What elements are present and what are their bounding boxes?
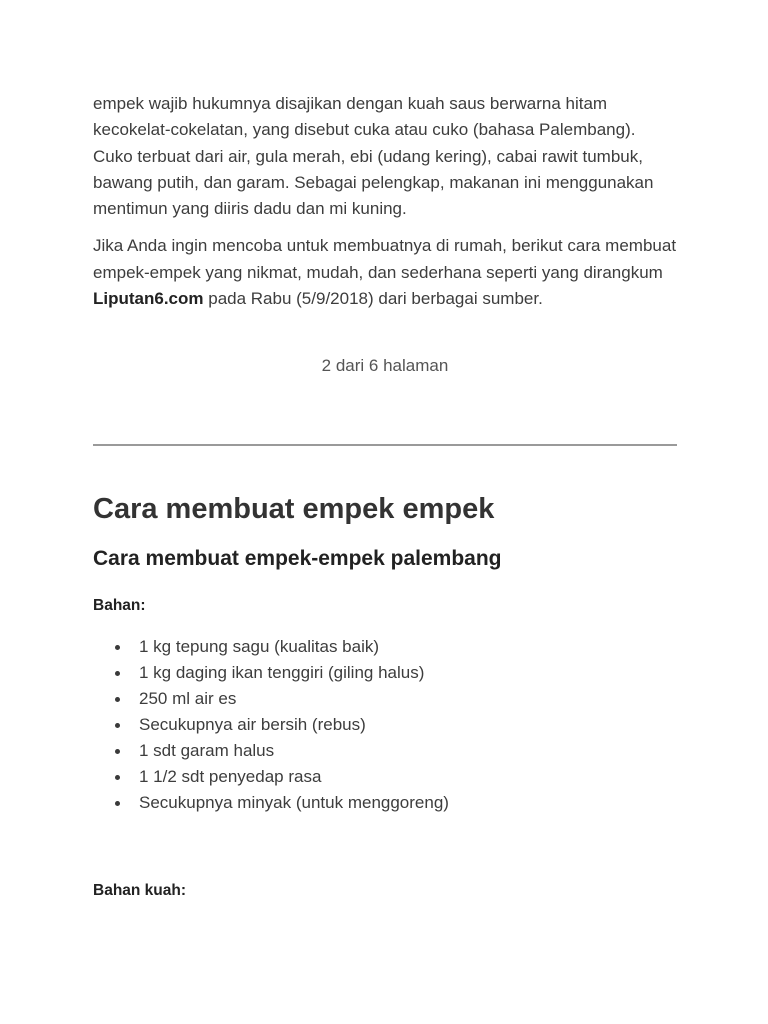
list-item — [93, 660, 677, 686]
bullet-icon — [115, 645, 120, 650]
source-name: Liputan6.com — [93, 289, 204, 309]
list-item — [93, 764, 677, 790]
intro-paragraph: empek wajib hukumnya disajikan dengan kuah saus berwarna hitam kecokelat-cokelatan, yang disebut cuka atau cuko (bahasa Palembang). Cuko terbuat dari air, gula merah, ebi (udang kering), cabai rawit tumbuk, bawang putih, dan garam. Sebagai pelengkap, makanan ini menggunakan mentimun yang diiris dadu dan mi kuning. — [93, 94, 654, 219]
list-item — [93, 634, 677, 660]
bullet-icon — [115, 671, 120, 676]
section-title: Cara membuat empek empek — [93, 493, 495, 525]
ingredient-text: 1 1/2 sdt penyedap rasa — [139, 767, 322, 786]
ingredient-text: 1 kg daging ikan tenggiri (giling halus) — [139, 663, 425, 682]
page-indicator: 2 dari 6 halaman — [321, 356, 449, 375]
ingredient-text: 1 kg tepung sagu (kualitas baik) — [139, 637, 380, 656]
bullet-icon — [115, 801, 120, 806]
list-item — [93, 686, 677, 712]
ingredient-text: Secukupnya air bersih (rebus) — [139, 715, 366, 734]
article-body — [93, 91, 677, 899]
list-item — [93, 712, 677, 738]
bullet-icon — [115, 749, 120, 754]
ingredient-text: 250 ml air es — [139, 689, 237, 708]
source-paragraph-date: pada Rabu (5/9/2018) dari berbagai sumber. — [203, 289, 543, 309]
bullet-icon — [115, 697, 120, 702]
ingredient-text: 1 sdt garam halus — [139, 741, 275, 760]
ingredients-list — [93, 634, 677, 816]
bullet-icon — [115, 775, 120, 780]
ingredients-label: Bahan: — [93, 597, 146, 614]
source-paragraph — [93, 233, 677, 312]
list-item — [93, 790, 677, 816]
section-divider — [93, 444, 677, 446]
list-item — [93, 738, 677, 764]
ingredient-text: Secukupnya minyak (untuk menggoreng) — [139, 793, 449, 812]
section-subtitle: Cara membuat empek-empek palembang — [93, 547, 502, 570]
bullet-icon — [115, 723, 120, 728]
sauce-ingredients-label: Bahan kuah: — [93, 882, 187, 899]
source-paragraph-text: Jika Anda ingin mencoba untuk membuatnya di rumah, berikut cara membuat empek-empek yang nikmat, mudah, dan sederhana seperti yang dirangkum — [93, 236, 677, 282]
